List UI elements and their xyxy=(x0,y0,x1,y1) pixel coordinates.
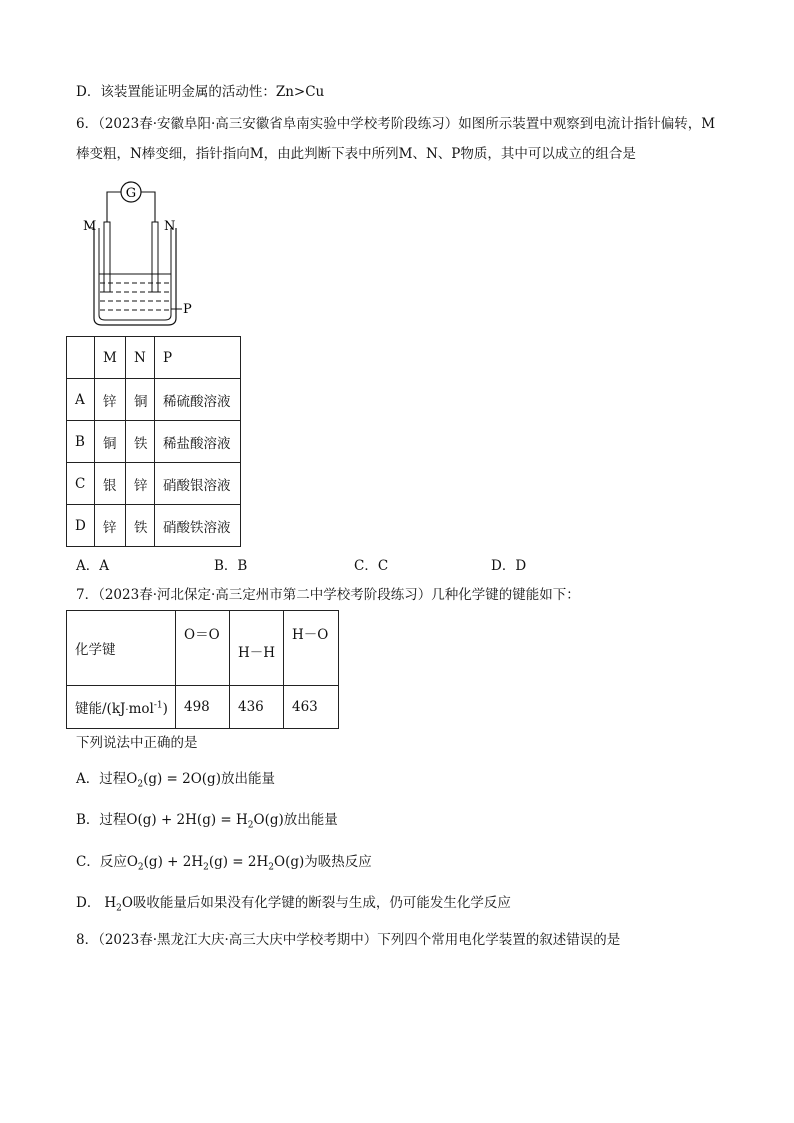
table-cell: 铜 xyxy=(126,379,155,421)
table-cell: 硝酸铁溶液 xyxy=(155,505,241,547)
q6-option-a: A．A xyxy=(76,558,109,574)
electrochemical-cell-diagram xyxy=(80,178,210,328)
table-cell: 铁 xyxy=(126,421,155,463)
q7-option-c: C．反应$O_2(g) + 2H_2(g) = 2H_2O(g)$为吸热反应 xyxy=(76,854,372,873)
table-cell: 硝酸银溶液 xyxy=(155,463,241,505)
q6-option-b: B．B xyxy=(214,558,248,574)
table-cell-energy-label: 键能/(kJ·mol$^{-1}$) xyxy=(67,686,176,729)
electrode-m xyxy=(104,222,110,292)
q7-option-d: D． $H_2O$吸收能量后如果没有化学键的断裂与生成，仍可能发生化学反应 xyxy=(76,895,511,914)
table-cell: B xyxy=(67,421,95,463)
table-cell: 436 xyxy=(230,686,284,729)
table-cell: D xyxy=(67,505,95,547)
q5-option-d: D．该装置能证明金属的活动性：Zn>Cu xyxy=(76,84,325,100)
q7-prompt: 下列说法中正确的是 xyxy=(76,735,198,751)
galvanometer-label: G xyxy=(125,186,137,201)
table-row xyxy=(67,611,339,686)
label-n: N xyxy=(164,219,176,234)
table-cell-bond-label: 化学键 xyxy=(67,611,176,686)
q8-stem: 8．（2023春·黑龙江大庆·高三大庆中学校考期中）下列四个常用电化学装置的叙述错误的是 xyxy=(76,932,621,948)
table-header-p: P xyxy=(155,337,241,379)
table-row xyxy=(67,686,339,729)
table-cell: 稀硫酸溶液 xyxy=(155,379,241,421)
table-cell: 463 xyxy=(284,686,339,729)
table-row xyxy=(67,505,241,547)
electrode-n xyxy=(152,222,158,292)
table-cell: 稀盐酸溶液 xyxy=(155,421,241,463)
table-cell: C xyxy=(67,463,95,505)
table-row xyxy=(67,421,241,463)
table-cell: 锌 xyxy=(95,505,126,547)
label-m: M xyxy=(83,219,97,234)
q6-stem-line2: 棒变粗，N棒变细，指针指向M，由此判断下表中所列M、N、P物质，其中可以成立的组合是 xyxy=(76,146,636,162)
table-cell: 锌 xyxy=(126,463,155,505)
q6-stem-line1: 6．（2023春·安徽阜阳·高三安徽省阜南实验中学校考阶段练习）如图所示装置中观察到电流计指针偏转，M xyxy=(76,116,716,132)
table-cell: 498 xyxy=(176,686,230,729)
table-header-m: M xyxy=(95,337,126,379)
q6-table xyxy=(66,336,241,547)
q7-bond-energy-table xyxy=(66,610,339,729)
table-cell-bond-ho: H－O xyxy=(284,611,339,686)
table-cell xyxy=(67,337,95,379)
table-header-n: N xyxy=(126,337,155,379)
table-cell: 铁 xyxy=(126,505,155,547)
q6-option-d: D．D xyxy=(491,558,527,574)
table-cell-bond-hh: H－H xyxy=(230,611,284,686)
q6-options xyxy=(76,554,676,574)
table-row xyxy=(67,379,241,421)
table-cell-bond-oo: O＝O xyxy=(176,611,230,686)
q7-stem: 7．（2023春·河北保定·高三定州市第二中学校考阶段练习）几种化学键的键能如下： xyxy=(76,587,580,603)
q7-option-b: B．过程$O(g) + 2H(g) = H_2O(g)$放出能量 xyxy=(76,812,338,831)
table-cell: 锌 xyxy=(95,379,126,421)
label-p: P xyxy=(183,302,192,317)
q7-option-a: A．过程$O_2(g) = 2O(g)$放出能量 xyxy=(76,771,275,790)
q6-option-c: C．C xyxy=(354,558,389,574)
table-cell: 铜 xyxy=(95,421,126,463)
table-row xyxy=(67,463,241,505)
table-cell: 银 xyxy=(95,463,126,505)
table-cell: A xyxy=(67,379,95,421)
table-row xyxy=(67,337,241,379)
